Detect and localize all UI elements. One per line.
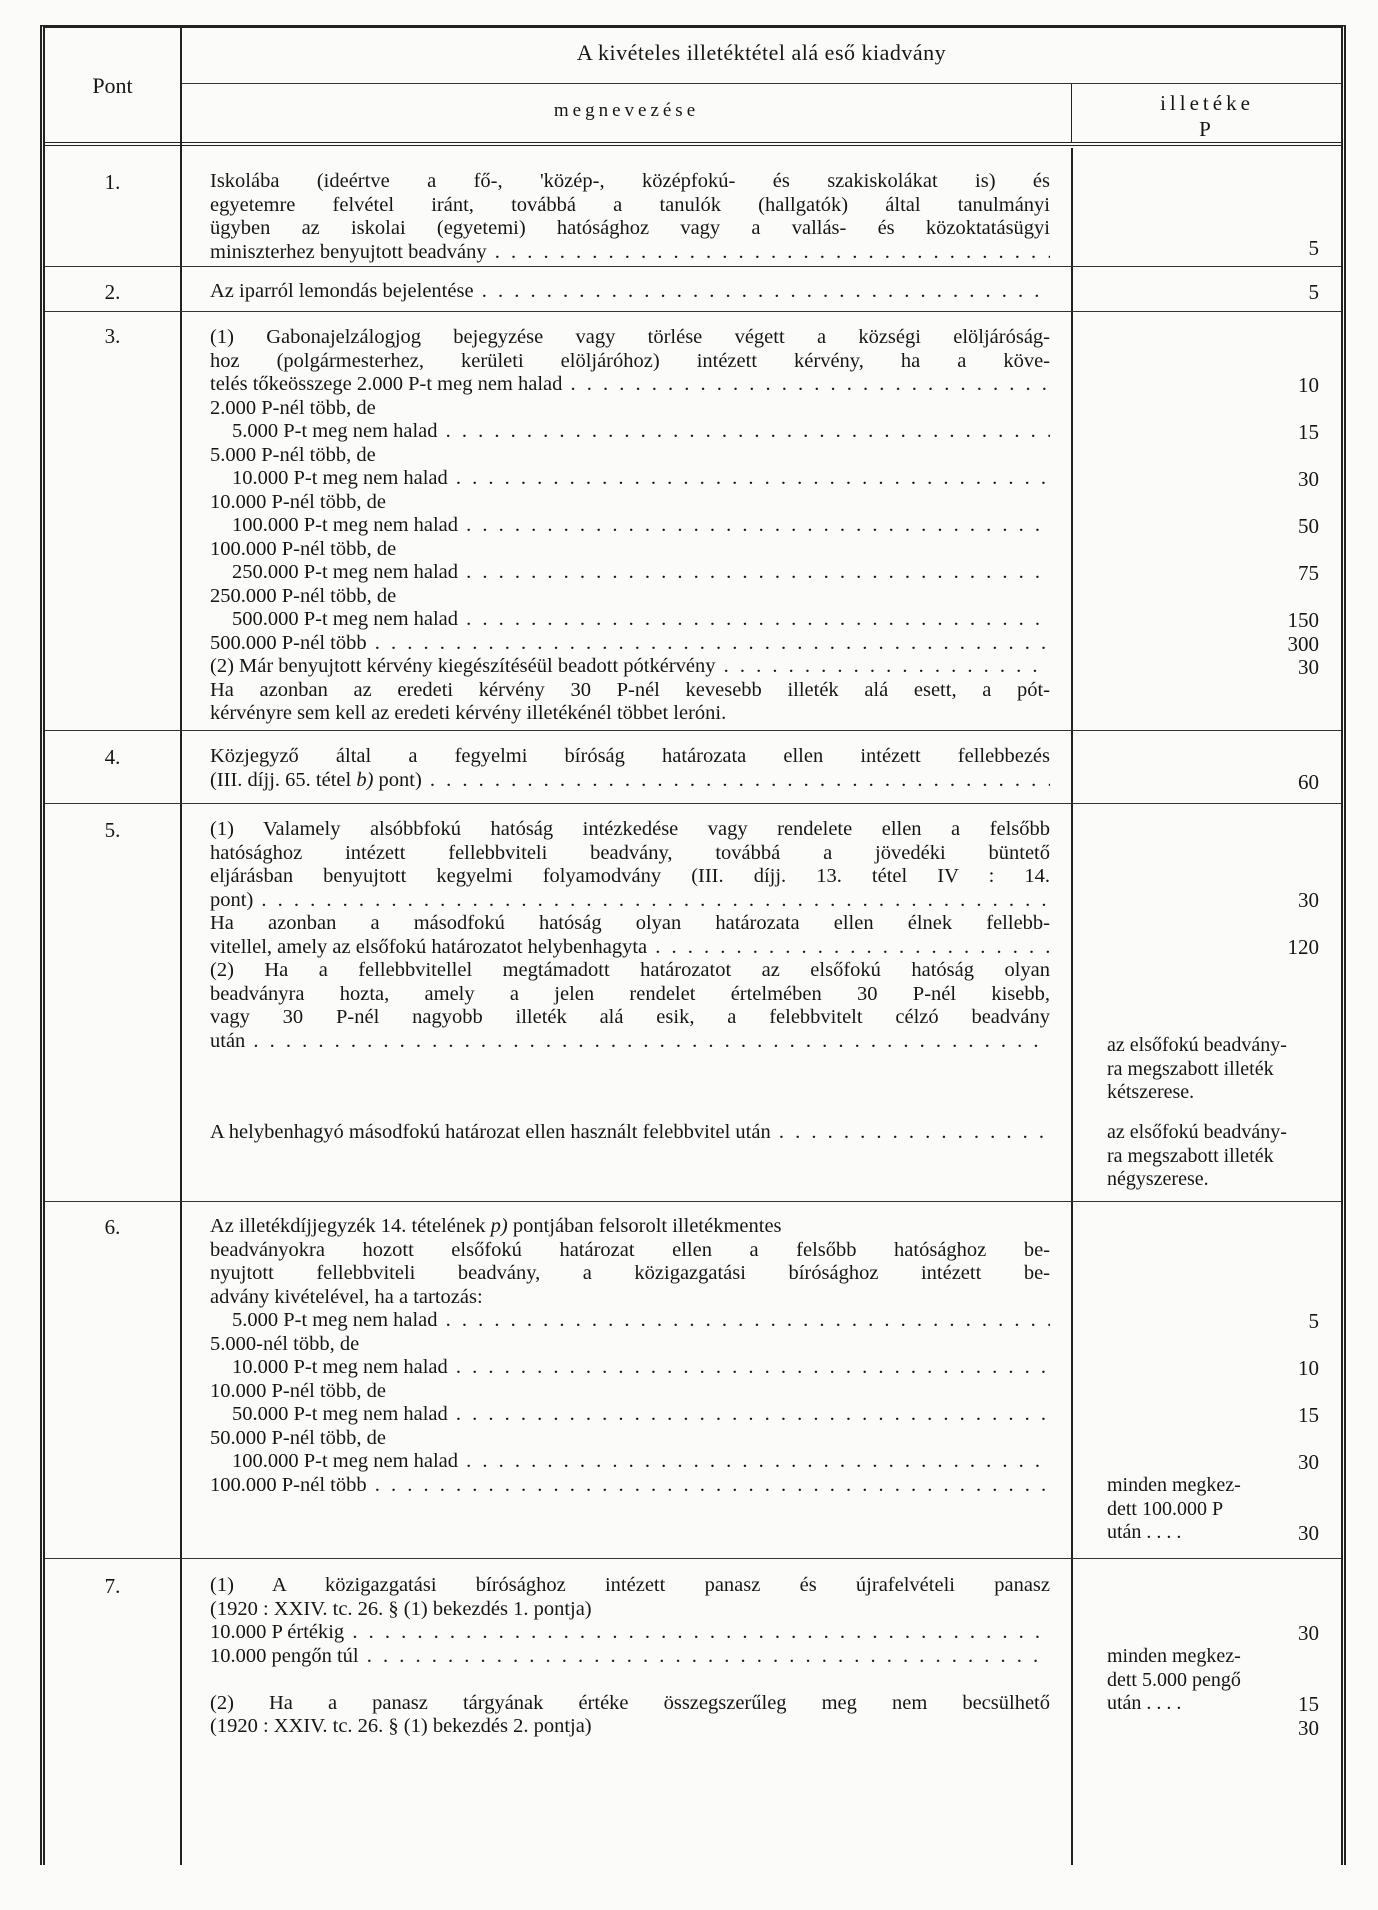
text-line: (1) Valamely alsóbbfokú hatóság intézkedése vagy rendelete ellen a felsőbb <box>210 818 1050 840</box>
text-part: pontjában felsorolt illetékmentes <box>507 1215 782 1237</box>
row-divider <box>45 311 1341 312</box>
text-line: hatósághoz intézett fellebbviteli beadvány, továbbá a jövedéki büntető <box>210 841 1050 864</box>
tier-lower: 250.000 P-nél több, de <box>210 584 397 607</box>
row-1-fee: 5 <box>1308 236 1319 260</box>
note-line: négyszerese. <box>1107 1168 1209 1190</box>
spacer <box>210 1668 1050 1692</box>
row-6-tier-fee: 15 <box>1298 1403 1319 1427</box>
header-megnevezese: megnevezése <box>553 100 700 121</box>
row-6-tier-fee: 30 <box>1298 1450 1319 1474</box>
header-illeteke-label: illetéke <box>1160 91 1254 115</box>
note-line: ra megszabott illeték <box>1107 1057 1274 1080</box>
row-6-tier-fee: 10 <box>1298 1356 1319 1380</box>
note-line: kétszerese. <box>1107 1081 1195 1103</box>
note-line: dett 5.000 pengő <box>1107 1668 1241 1691</box>
header-illeteke <box>1073 90 1341 142</box>
row-5-note-quadruple <box>1107 1121 1287 1192</box>
text-line: (1920 : XXIV. tc. 26. § (1) bekezdés 1. pontja) <box>210 1597 592 1620</box>
note-line: után . . . . <box>1107 1692 1182 1714</box>
text-part: Az illetékdíjjegyzék 14. tételének <box>210 1215 491 1237</box>
tier-upper: 100.000 P-t meg nem halad . . . <box>210 1450 1050 1474</box>
row-5-text-second <box>210 1121 1050 1145</box>
tier-lower: 10.000 P-nél több, de <box>210 490 386 513</box>
text-line: telés tőkeösszege 2.000 P-t meg nem halad . . . <box>210 373 1050 397</box>
row-6-note-fee: 30 <box>1298 1521 1319 1545</box>
text-line: Közjegyző által a fegyelmi bíróság határozata ellen intézett fellebbezés <box>210 745 1050 767</box>
text-line: kérvényre sem kell az eredeti kérvény illetékénél többet leróni. <box>210 702 727 724</box>
header-unit: P <box>1199 117 1215 141</box>
row-2-fee: 5 <box>1308 280 1319 304</box>
row-3-tier-fee: 50 <box>1298 514 1319 538</box>
row-6-text <box>210 1215 1050 1497</box>
note-line: után . . . . <box>1107 1521 1182 1543</box>
text-line: eljárásban benyujtott kegyelmi folyamodvány (III. díjj. 13. tétel IV : 14. <box>210 865 1050 887</box>
text-line: (2) Ha a fellebbvitellel megtámadott határozatot az elsőfokú hatóság olyan <box>210 959 1050 981</box>
text-line: advány kivételével, ha a tartozás: <box>210 1285 483 1308</box>
row-7-text <box>210 1574 1050 1739</box>
row-3-text <box>210 326 1050 726</box>
row-5-number: 5. <box>104 818 121 842</box>
note-line: minden megkez- <box>1107 1474 1241 1496</box>
tier-lower: 50.000 P-nél több, de <box>210 1426 386 1449</box>
row-4-fee: 60 <box>1298 770 1319 794</box>
row-7-note-fee: 15 <box>1298 1692 1319 1716</box>
text-line: vagy 30 P-nél nagyobb illeték alá esik, a felebbvitelt célzó beadvány <box>210 1006 1050 1028</box>
tier-upper: 50.000 P-t meg nem halad . . . <box>210 1403 1050 1427</box>
header-divider <box>182 83 1341 84</box>
tier-upper: 10.000 P-t meg nem halad . . . <box>210 1356 1050 1380</box>
tier-lower: 100.000 P-nél több, de <box>210 537 397 560</box>
row-5-fee: 30 <box>1298 888 1319 912</box>
text-line <box>210 1215 1050 1239</box>
tier-line: 10.000 P értékig . . . <box>210 1621 1050 1645</box>
column-rule-fee <box>1071 148 1073 1865</box>
tier-upper: 100.000 P-t meg nem halad . . . <box>210 514 1050 538</box>
tier-upper: 10.000 P-t meg nem halad . . . <box>210 467 1050 491</box>
text-part: (III. díjj. 65. tétel <box>210 768 357 791</box>
row-3-tier-fee: 150 <box>1287 608 1319 632</box>
row-divider <box>45 1201 1341 1202</box>
column-rule-pont <box>180 28 182 1865</box>
text-line: (1) A közigazgatási bírósághoz intézett panasz és újrafelvételi panasz <box>210 1574 1050 1596</box>
text-line: hoz (polgármesterhez, kerületi elöljáróhoz) intézett kérvény, ha a köve- <box>210 349 1050 372</box>
text-line: miniszterhez benyujtott beadvány . . . <box>210 241 1050 265</box>
row-7-p2-fee: 30 <box>1298 1716 1319 1740</box>
text-part: b) <box>356 768 374 791</box>
text-line: (1) Gabonajelzálogjog bejegyzése vagy törlése végett a községi elöljáróság- <box>210 326 1050 348</box>
header-rule <box>45 142 1341 146</box>
row-5-note-double <box>1107 1034 1287 1105</box>
row-2-text <box>210 280 1050 304</box>
text-line: (2) Ha a panasz tárgyának értéke összegszerűleg meg nem becsülhető <box>210 1691 1050 1714</box>
tier-upper: 5.000 P-t meg nem halad . . . <box>210 420 1050 444</box>
row-3-tier-fee: 75 <box>1298 561 1319 585</box>
tier-last: 100.000 P-nél több . . . <box>210 1474 1050 1498</box>
text-line: beadványra hozta, amely a jelen rendelet értelmében 30 P-nél kisebb, <box>210 982 1050 1005</box>
row-4-text <box>210 745 1050 792</box>
text-line: nyujtott fellebbviteli beadvány, a közigazgatási bírósághoz intézett be- <box>210 1262 1050 1284</box>
row-7-number: 7. <box>104 1574 121 1598</box>
row-divider <box>45 1558 1341 1559</box>
tier-upper: 500.000 P-t meg nem halad . . . <box>210 608 1050 632</box>
row-1-number: 1. <box>104 170 121 194</box>
text-line: pont) . . . <box>210 889 1050 913</box>
text-line: ügyben az iskolai (egyetemi) hatósághoz vagy a vallás- és közoktatásügyi <box>210 217 1050 239</box>
header-title: A kivételes illetéktétel alá eső kiadvány <box>576 40 947 65</box>
tier-lower: 2.000 P-nél több, de <box>210 396 376 419</box>
note-line: az elsőfokú beadvány- <box>1107 1034 1287 1056</box>
text-line: (2) Már benyujtott kérvény kiegészítéséül beadott pótkérvény . . . <box>210 655 1050 679</box>
tier-lower: 5.000-nél több, de <box>210 1332 360 1355</box>
text-line: vitellel, amely az elsőfokú határozatot helybenhagyta . . . <box>210 936 1050 960</box>
tier-last: 500.000 P-nél több . . . <box>210 632 1050 656</box>
text-line: Az iparról lemondás bejelentése . . . <box>210 280 1050 304</box>
text-line: Ha azonban a másodfokú hatóság olyan határozata ellen élnek fellebb- <box>210 912 1050 934</box>
text-line: beadványokra hozott elsőfokú határozat ellen a felsőbb hatósághoz be- <box>210 1238 1050 1261</box>
row-3-tier-fee: 30 <box>1298 467 1319 491</box>
text-line <box>210 769 1050 793</box>
text-line: A helybenhagyó másodfokú határozat ellen használt felebbvitel után . . . <box>210 1121 1050 1145</box>
row-divider <box>45 266 1341 267</box>
note-line: ra megszabott illeték <box>1107 1144 1274 1167</box>
row-6-number: 6. <box>104 1215 121 1239</box>
text-part: pont) <box>373 768 422 791</box>
text-line: egyetemre felvétel iránt, továbbá a tanulók (hallgatók) által tanulmányi <box>210 193 1050 216</box>
row-5-text <box>210 818 1050 1053</box>
row-divider <box>45 803 1341 804</box>
tier-lower: 10.000 P-nél több, de <box>210 1379 386 1402</box>
row-3-tier-fee: 15 <box>1298 420 1319 444</box>
header-column-rule <box>1071 83 1072 143</box>
text-line: Ha azonban az eredeti kérvény 30 P-nél kevesebb illeték alá esett, a pót- <box>210 678 1050 701</box>
row-4-number: 4. <box>104 745 121 769</box>
row-5-fee-appeal: 120 <box>1287 935 1319 959</box>
row-2-number: 2. <box>104 280 121 304</box>
row-7-fee: 30 <box>1298 1621 1319 1645</box>
row-3-last-fee: 300 <box>1287 632 1319 656</box>
tier-first: 5.000 P-t meg nem halad . . . <box>210 1309 1050 1333</box>
text-line: Iskolába (ideértve a fő-, 'közép-, középfokú- és szakiskolákat is) és <box>210 170 1050 192</box>
note-line: az elsőfokú beadvány- <box>1107 1121 1287 1143</box>
fee-table <box>40 25 1346 1865</box>
text-line: (1920 : XXIV. tc. 26. § (1) bekezdés 2. pontja) <box>210 1715 592 1737</box>
note-line: minden megkez- <box>1107 1645 1241 1667</box>
row-3-number: 3. <box>104 324 121 348</box>
row-1-text <box>210 170 1050 264</box>
text-part: p) <box>490 1215 508 1237</box>
note-line: dett 100.000 P <box>1107 1497 1224 1520</box>
tier-lower: 5.000 P-nél több, de <box>210 443 376 466</box>
row-3-fee: 10 <box>1298 373 1319 397</box>
tier-line: 10.000 pengőn túl . . . <box>210 1645 1050 1669</box>
row-3-p2-fee: 30 <box>1298 655 1319 679</box>
tier-upper: 250.000 P-t meg nem halad . . . <box>210 561 1050 585</box>
row-6-fee: 5 <box>1308 1309 1319 1333</box>
text-line: után . . . <box>210 1030 1050 1054</box>
header-pont: Pont <box>92 72 133 98</box>
row-divider <box>45 730 1341 731</box>
